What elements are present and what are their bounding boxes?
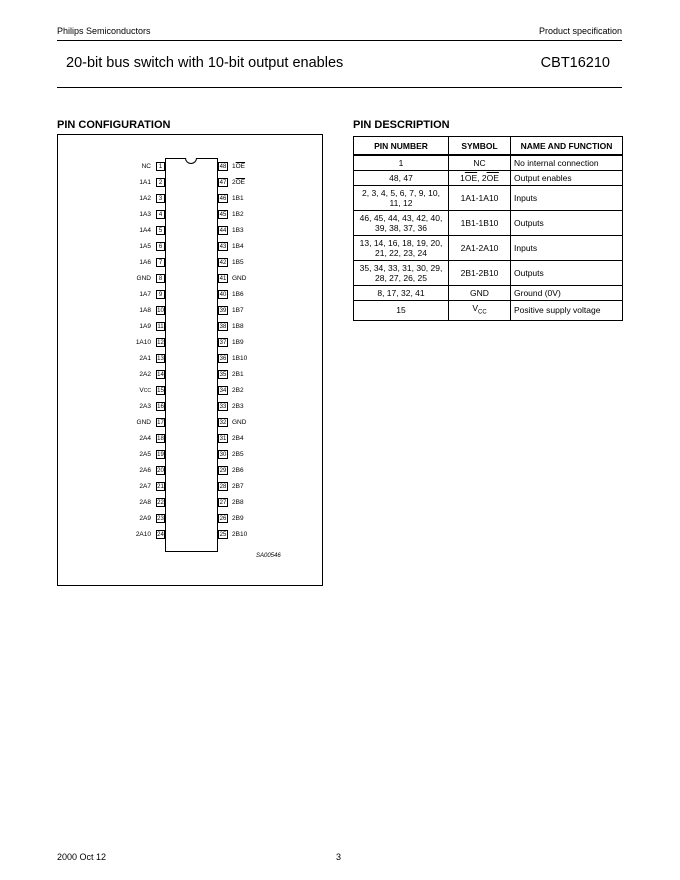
pin-number-left: 9 <box>156 290 165 299</box>
pin-label-right: 2B7 <box>232 483 244 490</box>
function-cell: Ground (0V) <box>511 286 623 301</box>
function-cell: Inputs <box>511 236 623 261</box>
pin-row <box>0 338 300 348</box>
pin-label-left: 2A9 <box>139 515 151 522</box>
table-row <box>354 301 623 321</box>
pin-number-left: 7 <box>156 258 165 267</box>
pin-description-table <box>353 136 623 321</box>
pin-label-right: 1B1 <box>232 195 244 202</box>
pin-number-left: 23 <box>157 516 164 522</box>
pin-label-left: GND <box>136 275 151 282</box>
doc-type: Product specification <box>538 26 622 36</box>
pin-label-left: 2A10 <box>135 531 151 538</box>
pin-number-right: 30 <box>219 452 227 458</box>
table-header-row <box>354 137 623 156</box>
pin-number-right: 29 <box>219 468 227 474</box>
pin-number-right: 28 <box>219 484 227 490</box>
column-header: PIN NUMBER <box>354 137 449 156</box>
pin-description-heading: PIN DESCRIPTION <box>353 119 450 131</box>
table-row <box>354 286 623 301</box>
pin-row <box>0 450 300 460</box>
table-row <box>354 155 623 171</box>
pin-number-right: 36 <box>219 356 227 362</box>
pin-label-right: 2B8 <box>232 499 244 506</box>
header-rule-bottom <box>57 87 622 88</box>
pin-row <box>0 258 300 268</box>
pin-number-right: 37 <box>219 340 227 346</box>
pin-number-cell: 35, 34, 33, 31, 30, 29, 28, 27, 26, 25 <box>354 261 449 286</box>
symbol-cell: $V_{CC}$ <box>449 301 511 321</box>
pin-number-left: 11 <box>157 324 164 330</box>
pin-number-left: 19 <box>157 452 164 458</box>
pin-label-left: 2A4 <box>139 435 151 442</box>
pin-number-right: 38 <box>219 324 227 330</box>
pin-number-left: 6 <box>156 242 165 251</box>
pin-label-right: 1B8 <box>232 323 244 330</box>
pin-row <box>0 498 300 508</box>
pin-number-cell: 1 <box>354 155 449 171</box>
pin-number-right: 32 <box>219 420 227 426</box>
pin-label-right: GND <box>232 275 247 282</box>
pin-label-left: 2A6 <box>139 467 151 474</box>
pin-number-right: 26 <box>219 516 227 522</box>
pin-number-left: 13 <box>157 356 164 362</box>
pin-number-cell: 8, 17, 32, 41 <box>354 286 449 301</box>
pin-row <box>0 530 300 540</box>
pin-number-left: 8 <box>156 274 165 283</box>
pin-number-left: 22 <box>157 500 164 506</box>
pin-label-right: 1B9 <box>232 339 244 346</box>
pin-label-right: 1B2 <box>232 211 244 218</box>
pin-label-left: GND <box>136 419 151 426</box>
pin-number-right: 42 <box>219 260 227 266</box>
symbol-cell: $1\overline{OE}$, $2\overline{OE}$ <box>449 171 511 186</box>
symbol-cell: 1A1-1A10 <box>449 186 511 211</box>
pin-row <box>0 386 300 396</box>
pin-label-left: 2A1 <box>139 355 151 362</box>
pin-number-left: 24 <box>157 532 164 538</box>
pin-number-right: 45 <box>219 212 227 218</box>
footer-date: 2000 Oct 12 <box>57 852 107 862</box>
pin-label-right: 2B2 <box>232 387 244 394</box>
pin-number-right: 40 <box>219 292 227 298</box>
pin-row <box>0 290 300 300</box>
pin-label-right: 2B1 <box>232 371 244 378</box>
table-row <box>354 186 623 211</box>
pin-number-cell: 15 <box>354 301 449 321</box>
function-cell: Inputs <box>511 186 623 211</box>
pin-label-left: 1A7 <box>139 291 151 298</box>
pin-number-left: 14 <box>157 372 164 378</box>
pin-label-right: 2B4 <box>232 435 244 442</box>
pin-row <box>0 306 300 316</box>
pin-row <box>0 242 300 252</box>
pin-number-left: 17 <box>157 420 164 426</box>
page-title: 20-bit bus switch with 10-bit output enables <box>66 55 344 71</box>
pin-number-cell: 48, 47 <box>354 171 449 186</box>
pin-number-right: 35 <box>219 372 227 378</box>
pin-row <box>0 274 300 284</box>
pin-label-right: 1B3 <box>232 227 244 234</box>
pin-row <box>0 226 300 236</box>
company-name: Philips Semiconductors <box>57 26 151 36</box>
pin-row <box>0 370 300 380</box>
pin-label-left: 1A3 <box>139 211 151 218</box>
pin-label-left: 1A9 <box>139 323 151 330</box>
pin-label-left: 1A4 <box>139 227 151 234</box>
pin-label-right: 1B6 <box>232 291 244 298</box>
pin-number-right: 48 <box>219 164 227 170</box>
pin-number-cell: 13, 14, 16, 18, 19, 20, 21, 22, 23, 24 <box>354 236 449 261</box>
pin-label-left: 1A2 <box>139 195 151 202</box>
pin-label-left: 1A5 <box>139 243 151 250</box>
pin-number-cell: 46, 45, 44, 43, 42, 40, 39, 38, 37, 36 <box>354 211 449 236</box>
pin-number-right: 43 <box>219 244 227 250</box>
symbol-cell: 1B1-1B10 <box>449 211 511 236</box>
pin-label-right: $2\overline{OE}$ <box>232 179 246 186</box>
pin-number-right: 47 <box>219 180 227 186</box>
function-cell: Positive supply voltage <box>511 301 623 321</box>
pin-row <box>0 178 300 188</box>
table-row <box>354 171 623 186</box>
pin-label-left: NC <box>141 163 151 170</box>
symbol-cell: NC <box>449 155 511 171</box>
pin-number-right: 33 <box>219 404 227 410</box>
column-header: SYMBOL <box>449 137 511 156</box>
pin-label-left: 1A1 <box>139 179 151 186</box>
pin-label-left: 2A7 <box>139 483 151 490</box>
symbol-cell: 2A1-2A10 <box>449 236 511 261</box>
pin-number-right: 39 <box>219 308 227 314</box>
pin-label-right: GND <box>232 419 247 426</box>
symbol-cell: 2B1-2B10 <box>449 261 511 286</box>
pin-number-left: 3 <box>156 194 165 203</box>
pin-row <box>0 466 300 476</box>
pin-number-cell: 2, 3, 4, 5, 6, 7, 9, 10, 11, 12 <box>354 186 449 211</box>
pin-label-left: VCC <box>139 387 151 394</box>
pin-number-left: 20 <box>157 468 164 474</box>
pin-number-right: 46 <box>219 196 227 202</box>
pin-label-right: 2B6 <box>232 467 244 474</box>
pin-label-left: 1A8 <box>139 307 151 314</box>
pin-row <box>0 322 300 332</box>
pin-label-right: 2B10 <box>232 531 248 538</box>
pin-number-left: 16 <box>157 404 164 410</box>
pin-label-right: 2B5 <box>232 451 244 458</box>
pin-number-left: 15 <box>157 388 164 394</box>
pin-label-left: 2A2 <box>139 371 151 378</box>
function-cell: Outputs <box>511 261 623 286</box>
pin-number-left: 18 <box>157 436 164 442</box>
pin-number-left: 1 <box>156 162 165 171</box>
pin-number-right: 27 <box>219 500 227 506</box>
pin-label-left: 2A5 <box>139 451 151 458</box>
pin-number-right: 44 <box>219 228 227 234</box>
function-cell: Output enables <box>511 171 623 186</box>
pin-row <box>0 354 300 364</box>
pin-label-right: 1B7 <box>232 307 244 314</box>
pin-number-left: 4 <box>156 210 165 219</box>
pin-row <box>0 402 300 412</box>
pin-row <box>0 162 300 172</box>
symbol-cell: GND <box>449 286 511 301</box>
function-cell: Outputs <box>511 211 623 236</box>
pin-label-right: 2B3 <box>232 403 244 410</box>
pin-number-right: 31 <box>219 436 227 442</box>
pin-number-left: 2 <box>156 178 165 187</box>
header-rule-top <box>57 40 622 41</box>
column-header: NAME AND FUNCTION <box>511 137 623 156</box>
pin-label-left: 2A8 <box>139 499 151 506</box>
page-number: 3 <box>336 852 342 862</box>
part-number: CBT16210 <box>540 55 610 71</box>
function-cell: No internal connection <box>511 155 623 171</box>
pin-number-left: 10 <box>157 308 164 314</box>
pin-row <box>0 418 300 428</box>
pin-label-right: 1B10 <box>232 355 248 362</box>
pin-row <box>0 434 300 444</box>
pin-label-right: 1B4 <box>232 243 244 250</box>
table-row <box>354 211 623 236</box>
pin-configuration-heading: PIN CONFIGURATION <box>57 119 171 131</box>
figure-code: SA00546 <box>256 553 281 559</box>
table-row <box>354 236 623 261</box>
pin-number-left: 12 <box>157 340 164 346</box>
table-row <box>354 261 623 286</box>
pin-number-left: 5 <box>156 226 165 235</box>
pin-label-left: 1A10 <box>135 339 151 346</box>
pin-row <box>0 514 300 524</box>
pin-label-right: 1B5 <box>232 259 244 266</box>
pin-label-left: 1A6 <box>139 259 151 266</box>
pin-label-left: 2A3 <box>139 403 151 410</box>
pin-number-left: 21 <box>157 484 164 490</box>
pin-row <box>0 482 300 492</box>
pin-number-right: 25 <box>219 532 227 538</box>
pin-row <box>0 194 300 204</box>
pin-label-right: 2B9 <box>232 515 244 522</box>
pin-label-right: $1\overline{OE}$ <box>232 163 246 170</box>
pin-number-right: 41 <box>219 276 227 282</box>
pin-row <box>0 210 300 220</box>
pin-number-right: 34 <box>219 388 227 394</box>
